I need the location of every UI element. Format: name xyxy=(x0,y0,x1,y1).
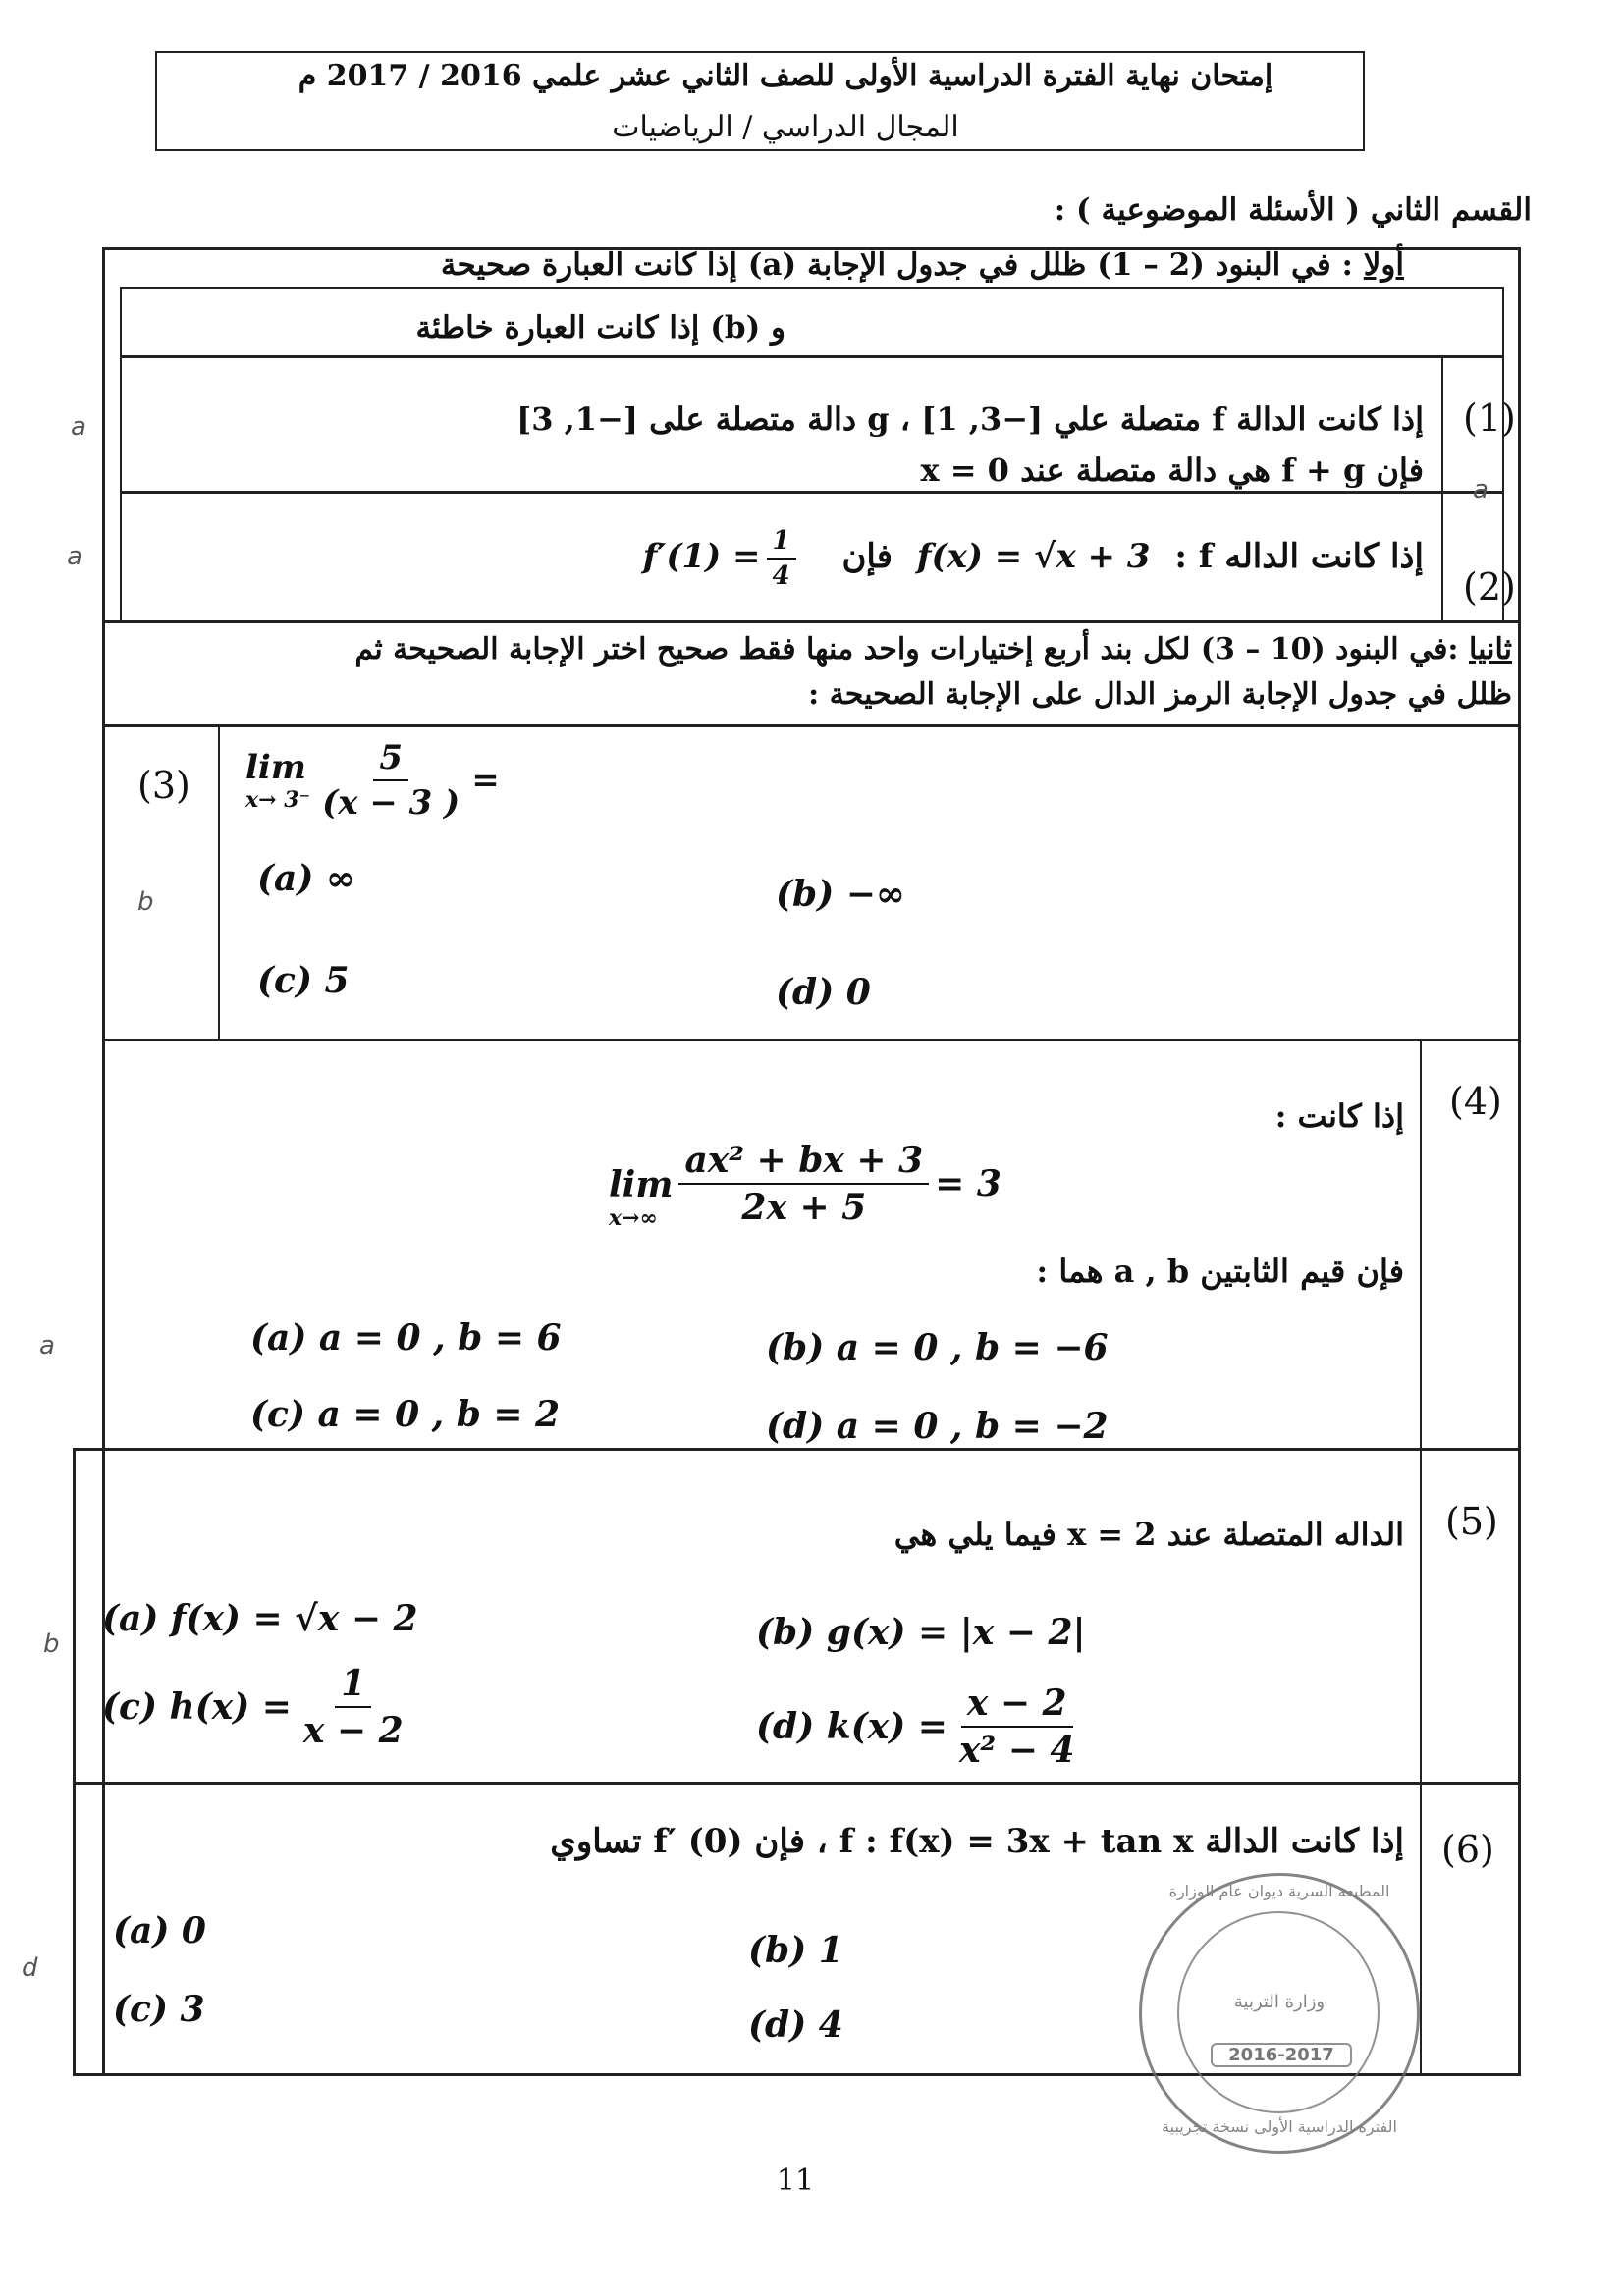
q6-option-a[interactable]: (a) 0 xyxy=(113,1910,206,1951)
q4-frac-num: ax² + bx + 3 xyxy=(678,1140,929,1185)
q4-lim-group xyxy=(609,1164,673,1231)
q3-option-b[interactable]: (b) −∞ xyxy=(776,874,905,915)
row-sep-3 xyxy=(102,620,1521,623)
page-number: 11 xyxy=(776,2163,815,2198)
q4-question: فإن قيم الثابتين a , b هما : xyxy=(1036,1253,1404,1290)
q4-option-c[interactable]: (c) a = 0 , b = 2 xyxy=(250,1394,561,1435)
num-col-sep-q3 xyxy=(218,724,220,1039)
q3-number: (3) xyxy=(137,764,190,807)
q4-lim: lim xyxy=(609,1164,674,1205)
q6-number: (6) xyxy=(1441,1828,1494,1871)
q5-option-d[interactable] xyxy=(756,1682,1086,1771)
q4-intro: إذا كانت : xyxy=(1274,1097,1404,1135)
part1-instruction-text: : في البنود (2 – 1) ظلل في جدول الإجابة (a) إذا كانت العبارة صحيحة xyxy=(440,247,1353,283)
q2-prefix: إذا كانت الداله f : xyxy=(1174,537,1424,576)
q2-lhs: f′(1) = xyxy=(642,537,761,576)
row-sep-4 xyxy=(102,724,1521,727)
q5-c-lhs: (c) h(x) = xyxy=(102,1686,292,1728)
q5-option-b[interactable]: (b) g(x) = |x − 2| xyxy=(756,1612,1086,1653)
q5-d-num: x − 2 xyxy=(961,1682,1073,1728)
row-sep-5 xyxy=(102,1039,1521,1041)
q3-lim-group xyxy=(245,748,310,813)
q5-number: (5) xyxy=(1445,1500,1498,1543)
table-border-left xyxy=(102,247,105,2075)
q4-option-a[interactable]: (a) a = 0 , b = 6 xyxy=(250,1317,562,1359)
num-col-sep-q2 xyxy=(1441,491,1443,622)
q4-lim-sub: x→∞ xyxy=(609,1205,658,1231)
q3-lim-sub: x→ 3⁻ xyxy=(245,787,311,813)
q4-number: (4) xyxy=(1449,1080,1502,1123)
q2-statement xyxy=(511,526,1424,591)
part2-instruction-line2: ظلل في جدول الإجابة الرمز الدال على الإجابة الصحيحة : xyxy=(808,677,1512,712)
official-stamp xyxy=(1139,1873,1420,2154)
q2-margin-mark: a xyxy=(67,542,82,571)
stamp-bottom-text: الفترة الدراسية الأولى نسخة تجريبية xyxy=(1162,2117,1397,2136)
q5-option-a[interactable]: (a) f(x) = √x − 2 xyxy=(102,1598,418,1639)
table-border-left-lower xyxy=(73,1448,76,2076)
q3-fraction xyxy=(316,738,465,823)
row-sep-6 xyxy=(73,1448,1521,1451)
q4-option-d[interactable]: (d) a = 0 , b = −2 xyxy=(766,1406,1109,1447)
num-col-sep-q6 xyxy=(1420,1782,1422,2074)
q4-option-b[interactable]: (b) a = 0 , b = −6 xyxy=(766,1327,1109,1368)
table-border-right xyxy=(1518,247,1521,2075)
header-title-line2: المجال الدراسي / الرياضيات xyxy=(612,110,959,144)
num-col-sep-q1 xyxy=(1441,355,1443,493)
q1-line2: فإن f + g هي دالة متصلة عند x = 0 xyxy=(920,452,1424,489)
stamp-year-label: 2016-2017 xyxy=(1211,2043,1352,2067)
part1-box-left xyxy=(120,287,122,355)
q2-result xyxy=(642,526,802,591)
q3-equals: = xyxy=(471,761,500,800)
q2-function: f(x) = √x + 3 xyxy=(916,537,1151,576)
q2-then: فإن xyxy=(841,537,893,576)
q2-frac-den: 4 xyxy=(772,561,790,591)
q3-option-c[interactable]: (c) 5 xyxy=(257,960,350,1001)
stamp-inner-ring xyxy=(1177,1911,1380,2113)
part1-instruction-line2: و (b) إذا كانت العبارة خاطئة xyxy=(415,310,785,346)
q5-c-fraction xyxy=(298,1663,409,1751)
q5-d-lhs: (d) k(x) = xyxy=(756,1706,947,1747)
q5-stem: الداله المتصلة عند x = 2 فيما يلي هي xyxy=(893,1516,1404,1553)
part1-label: أولا xyxy=(1363,247,1404,283)
q3-expression xyxy=(245,738,500,823)
q3-frac-num: 5 xyxy=(373,738,408,781)
q5-c-num: 1 xyxy=(335,1663,371,1708)
row-sep-2 xyxy=(120,491,1504,494)
q3-option-d[interactable]: (d) 0 xyxy=(776,972,871,1013)
q3-option-a[interactable]: (a) ∞ xyxy=(257,858,355,899)
q5-option-c[interactable] xyxy=(102,1663,415,1751)
q6-option-b[interactable]: (b) 1 xyxy=(748,1930,843,1971)
q4-rhs: = 3 xyxy=(935,1163,1001,1204)
q4-expression xyxy=(609,1137,1001,1231)
row-sep-1 xyxy=(120,355,1504,358)
part2-instruction-text: :في البنود (10 – 3) لكل بند أربع إختيارات واحد منها فقط صحيح اختر الإجابة الصحيحة ثم xyxy=(354,632,1459,667)
num-col-sep-q4 xyxy=(1420,1039,1422,1451)
part1-box-right xyxy=(1502,287,1504,355)
q4-frac-den: 2x + 5 xyxy=(741,1187,867,1228)
part1-box-top xyxy=(120,287,1504,289)
q5-d-fraction xyxy=(953,1682,1081,1771)
q5-c-den: x − 2 xyxy=(302,1710,404,1751)
q1-margin-mark: a xyxy=(71,412,86,442)
q6-option-c[interactable]: (c) 3 xyxy=(113,1989,205,2030)
q6-stem: إذا كانت الدالة f : f(x) = 3x + tan x ، فإن f′ (0) تساوي xyxy=(550,1822,1404,1861)
row-sep-7 xyxy=(73,1782,1521,1785)
q6-option-d[interactable]: (d) 4 xyxy=(748,2004,843,2046)
stamp-top-text: المطبعة السرية ديوان عام الوزارة xyxy=(1168,1882,1390,1900)
q3-frac-den: (x − 3 ) xyxy=(322,783,460,823)
q3-lim: lim xyxy=(245,748,306,787)
num-col-sep-q5 xyxy=(1420,1448,1422,1784)
part2-instruction-line1 xyxy=(108,632,1512,667)
q2-number: (2) xyxy=(1463,565,1516,609)
q2-fraction xyxy=(767,526,796,591)
q3-margin-mark: b xyxy=(137,887,154,917)
q1-line1: إذا كانت الدالة f متصلة علي [−3, 1] ، g دالة متصلة على [−1, 3] xyxy=(516,400,1424,438)
q5-d-den: x² − 4 xyxy=(958,1730,1075,1771)
q1-answer-mark: a xyxy=(1473,475,1489,505)
q1-number: (1) xyxy=(1463,397,1516,440)
part1-instruction-line1 xyxy=(275,247,1404,283)
part2-label: ثانيا xyxy=(1468,632,1512,667)
stamp-center-text: وزارة التربية xyxy=(1233,1992,1326,2012)
section-heading: القسم الثاني ( الأسئلة الموضوعية ) : xyxy=(1054,192,1532,228)
q6-margin-mark: d xyxy=(22,1953,38,1983)
header-title-line1: إمتحان نهاية الفترة الدراسية الأولى للصف الثاني عشر علمي 2016 / 2017 م xyxy=(298,59,1273,93)
rows-left-edge xyxy=(120,355,122,622)
q4-margin-mark: a xyxy=(39,1331,55,1361)
q4-fraction xyxy=(678,1140,929,1228)
q2-frac-num: 1 xyxy=(767,526,796,560)
q5-margin-mark: b xyxy=(43,1629,60,1659)
